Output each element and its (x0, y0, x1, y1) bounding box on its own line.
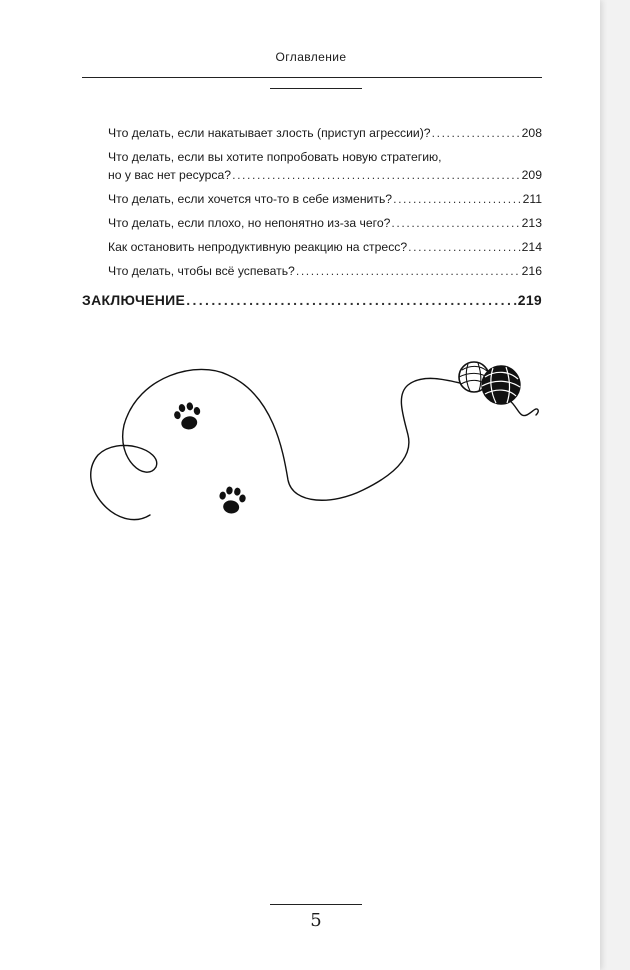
yarn-ball-icon (482, 366, 520, 404)
toc-entry-title: Что делать, если накатывает злость (приступ агрессии)? (108, 126, 431, 140)
header-rule (82, 77, 542, 78)
toc-chapter-conclusion[interactable] (82, 292, 542, 308)
toc-entry[interactable] (108, 124, 542, 142)
toc-entry-title: Что делать, чтобы всё успевать? (108, 264, 295, 278)
dot-leader (408, 238, 520, 256)
toc-entry-page: 216 (521, 264, 542, 278)
dot-leader (296, 262, 521, 280)
toc-entry[interactable] (108, 238, 542, 256)
toc-entry-page: 209 (521, 168, 542, 182)
toc-entry-title-line2: но у вас нет ресурса? (108, 168, 232, 182)
running-title: Оглавление (275, 50, 347, 64)
toc-entry[interactable] (108, 148, 542, 184)
toc-entry-title: Что делать, если хочется что-то в себе изменить? (108, 192, 393, 206)
yarn-doodle-illustration (78, 355, 548, 535)
toc-entry-page: 211 (522, 192, 542, 206)
toc-entry-title: Что делать, если плохо, но непонятно из-за чего? (108, 216, 391, 230)
paw-print-icon (172, 401, 203, 432)
yarn-thread (91, 369, 468, 519)
toc-entry-title: Как остановить непродуктивную реакцию на стресс? (108, 240, 408, 254)
dot-leader (232, 166, 521, 184)
footer-rule (270, 904, 362, 905)
toc-entry-title-line1: Что делать, если вы хотите попробовать новую стратегию, (108, 150, 442, 164)
dot-leader (186, 292, 517, 308)
toc-entry[interactable] (108, 190, 542, 208)
dot-leader (393, 190, 521, 208)
toc-entry[interactable] (108, 214, 542, 232)
dot-leader (432, 124, 521, 142)
toc-entry[interactable] (108, 262, 542, 280)
chapter-page: 219 (517, 292, 542, 308)
toc-entry-page: 213 (521, 216, 542, 230)
yarn-tail (508, 399, 538, 416)
toc-entry-page: 208 (521, 126, 542, 140)
table-of-contents (108, 124, 542, 286)
paw-print-icon (217, 485, 247, 515)
header-short-rule (270, 88, 362, 89)
chapter-title: ЗАКЛЮЧЕНИЕ (82, 292, 186, 308)
dot-leader (391, 214, 520, 232)
toc-entry-page: 214 (521, 240, 542, 254)
page-number: 5 (310, 910, 322, 931)
